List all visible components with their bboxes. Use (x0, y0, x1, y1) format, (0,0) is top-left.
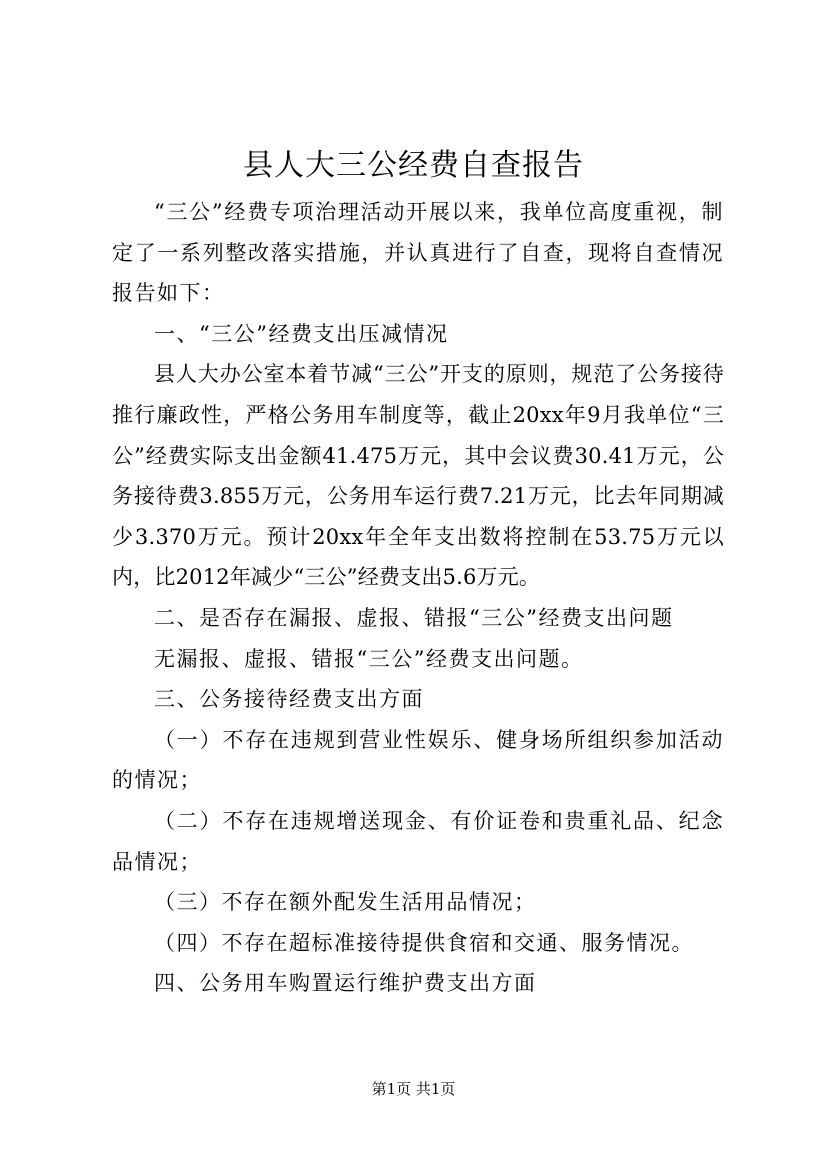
list-item-3-3: （三）不存在额外配发生活用品情况； (154, 890, 537, 915)
heading-section-2: 二、是否存在漏报、虚报、错报“三公”经费支出问题 (154, 605, 674, 630)
heading-section-3: 三、公务接待经费支出方面 (154, 687, 424, 712)
list-item-3-4: （四）不存在超标准接待提供食宿和交通、服务情况。 (154, 930, 694, 955)
list-item-3-2: （二）不存在违规增送现金、有价证卷和贵重礼品、纪念品情况； (112, 808, 724, 874)
paragraph-section-1: 县人大办公室本着节减“三公”开支的原则，规范了公务接待推行廉政性，严格公务用车制度等，截止20xx年9月我单位“三公”经费实际支出金额41.475万元，其中会议费30.41万元，公务接待费3.855万元，公务用车运行费7.21万元，比去年同期减少3.370万元。预计20xx年全年支出数将控制在53.75万元以内，比2012年减少“三公”经费支出5.6万元。 (112, 362, 724, 590)
heading-section-1: 一、“三公”经费支出压减情况 (154, 321, 449, 346)
list-item-3-1: （一）不存在违规到营业性娱乐、健身场所组织参加活动的情况； (112, 727, 724, 793)
document-body (112, 192, 724, 1004)
paragraph-section-2: 无漏报、虚报、错报“三公”经费支出问题。 (154, 646, 584, 671)
heading-section-4: 四、公务用车购置运行维护费支出方面 (154, 971, 537, 996)
page-footer: 第1页 共1页 (371, 1080, 456, 1098)
document-title: 县人大三公经费自查报告 (243, 148, 584, 183)
paragraph-intro: “三公”经费专项治理活动开展以来，我单位高度重视，制定了一系列整改落实措施，并认真进行了自查，现将自查情况报告如下： (112, 200, 724, 306)
